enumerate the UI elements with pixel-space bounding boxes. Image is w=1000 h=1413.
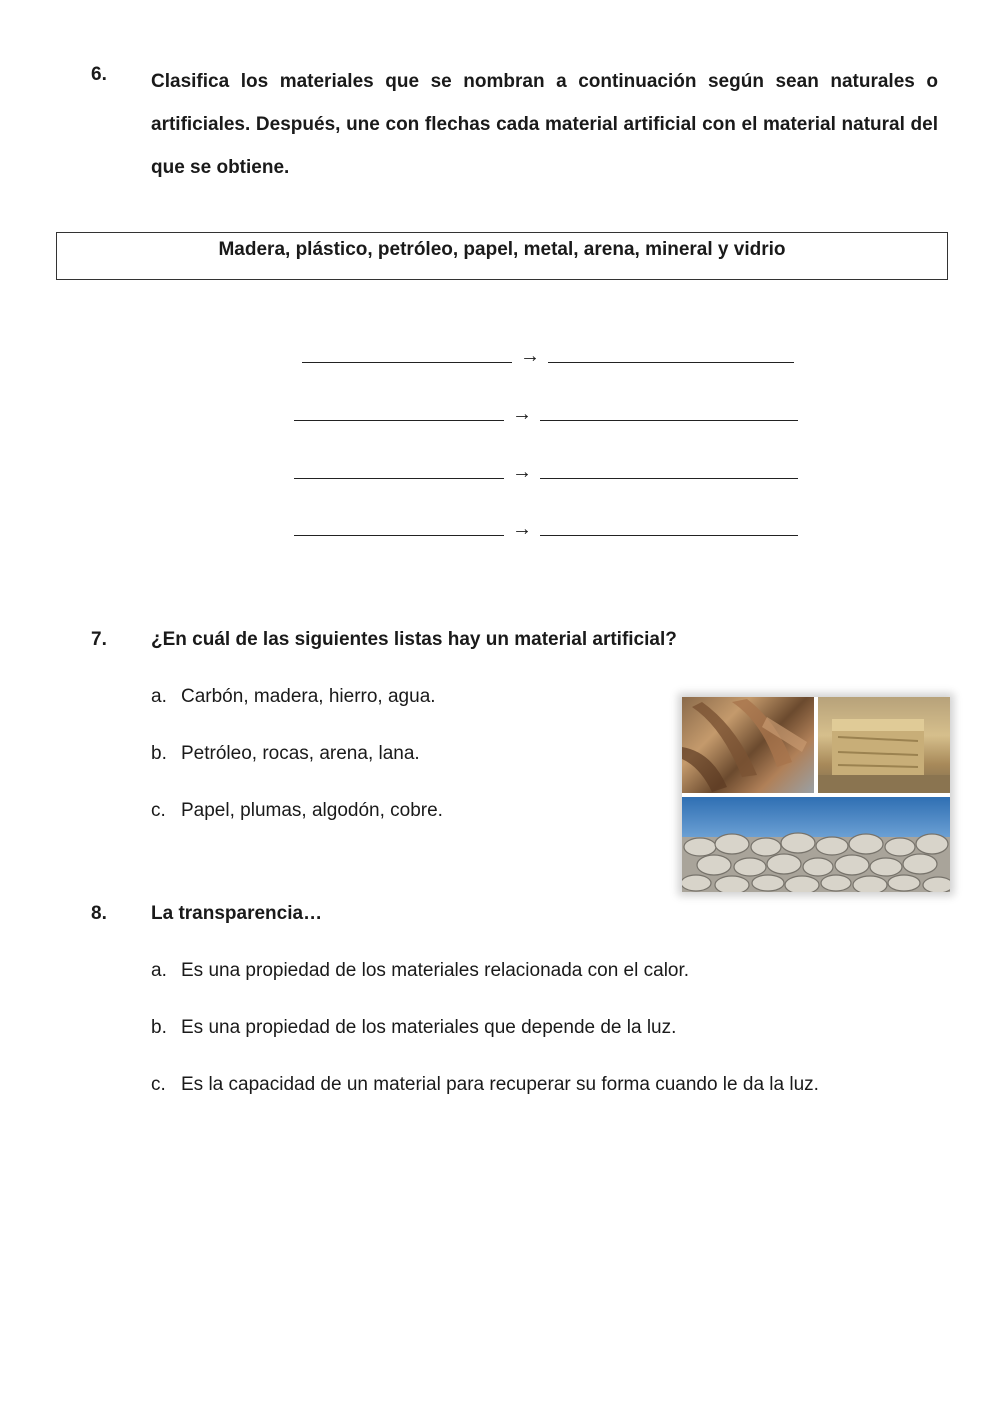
matching-row-3[interactable] [294, 456, 798, 483]
matching-row-1[interactable] [302, 340, 794, 367]
question-6-text: Clasifica los materiales que se nombran a continuación según sean naturales o artificiales. Después, une con flechas cada material artificial con el material natural del que se obtiene. [151, 71, 938, 178]
q8-option-b[interactable]: b. Es una propiedad de los materiales que depende de la luz. [151, 1017, 677, 1038]
straw-bale-photo [818, 697, 950, 793]
blank-artificial-3[interactable] [540, 456, 798, 479]
wood-bark-photo [682, 697, 814, 793]
blank-artificial-4[interactable] [540, 513, 798, 536]
materials-photo-collage [682, 697, 950, 892]
blank-artificial-2[interactable] [540, 398, 798, 421]
q7-option-a[interactable]: a. Carbón, madera, hierro, agua. [151, 686, 436, 707]
matching-row-2[interactable] [294, 398, 798, 425]
stone-wall-photo [682, 797, 950, 892]
arrow-icon: → [512, 461, 532, 483]
question-8-text: La transparencia… [151, 903, 323, 924]
blank-natural-2[interactable] [294, 398, 504, 421]
arrow-icon: → [520, 345, 540, 367]
arrow-icon: → [512, 518, 532, 540]
blank-artificial-1[interactable] [548, 340, 794, 363]
arrow-icon: → [512, 403, 532, 425]
matching-row-4[interactable] [294, 513, 798, 540]
q7-option-c[interactable]: c. Papel, plumas, algodón, cobre. [151, 800, 443, 821]
materials-list-box: Madera, plástico, petróleo, papel, metal, arena, mineral y vidrio [56, 232, 948, 280]
q8-option-c[interactable]: c. Es la capacidad de un material para recuperar su forma cuando le da la luz. [151, 1074, 819, 1095]
blank-natural-3[interactable] [294, 456, 504, 479]
blank-natural-4[interactable] [294, 513, 504, 536]
question-7-number: 7. [91, 629, 107, 650]
q8-option-a[interactable]: a. Es una propiedad de los materiales relacionada con el calor. [151, 960, 690, 981]
question-7-text: ¿En cuál de las siguientes listas hay un material artificial? [151, 629, 677, 650]
question-6-number: 6. [91, 64, 107, 85]
question-8-number: 8. [91, 903, 107, 924]
blank-natural-1[interactable] [302, 340, 512, 363]
q7-option-b[interactable]: b. Petróleo, rocas, arena, lana. [151, 743, 420, 764]
